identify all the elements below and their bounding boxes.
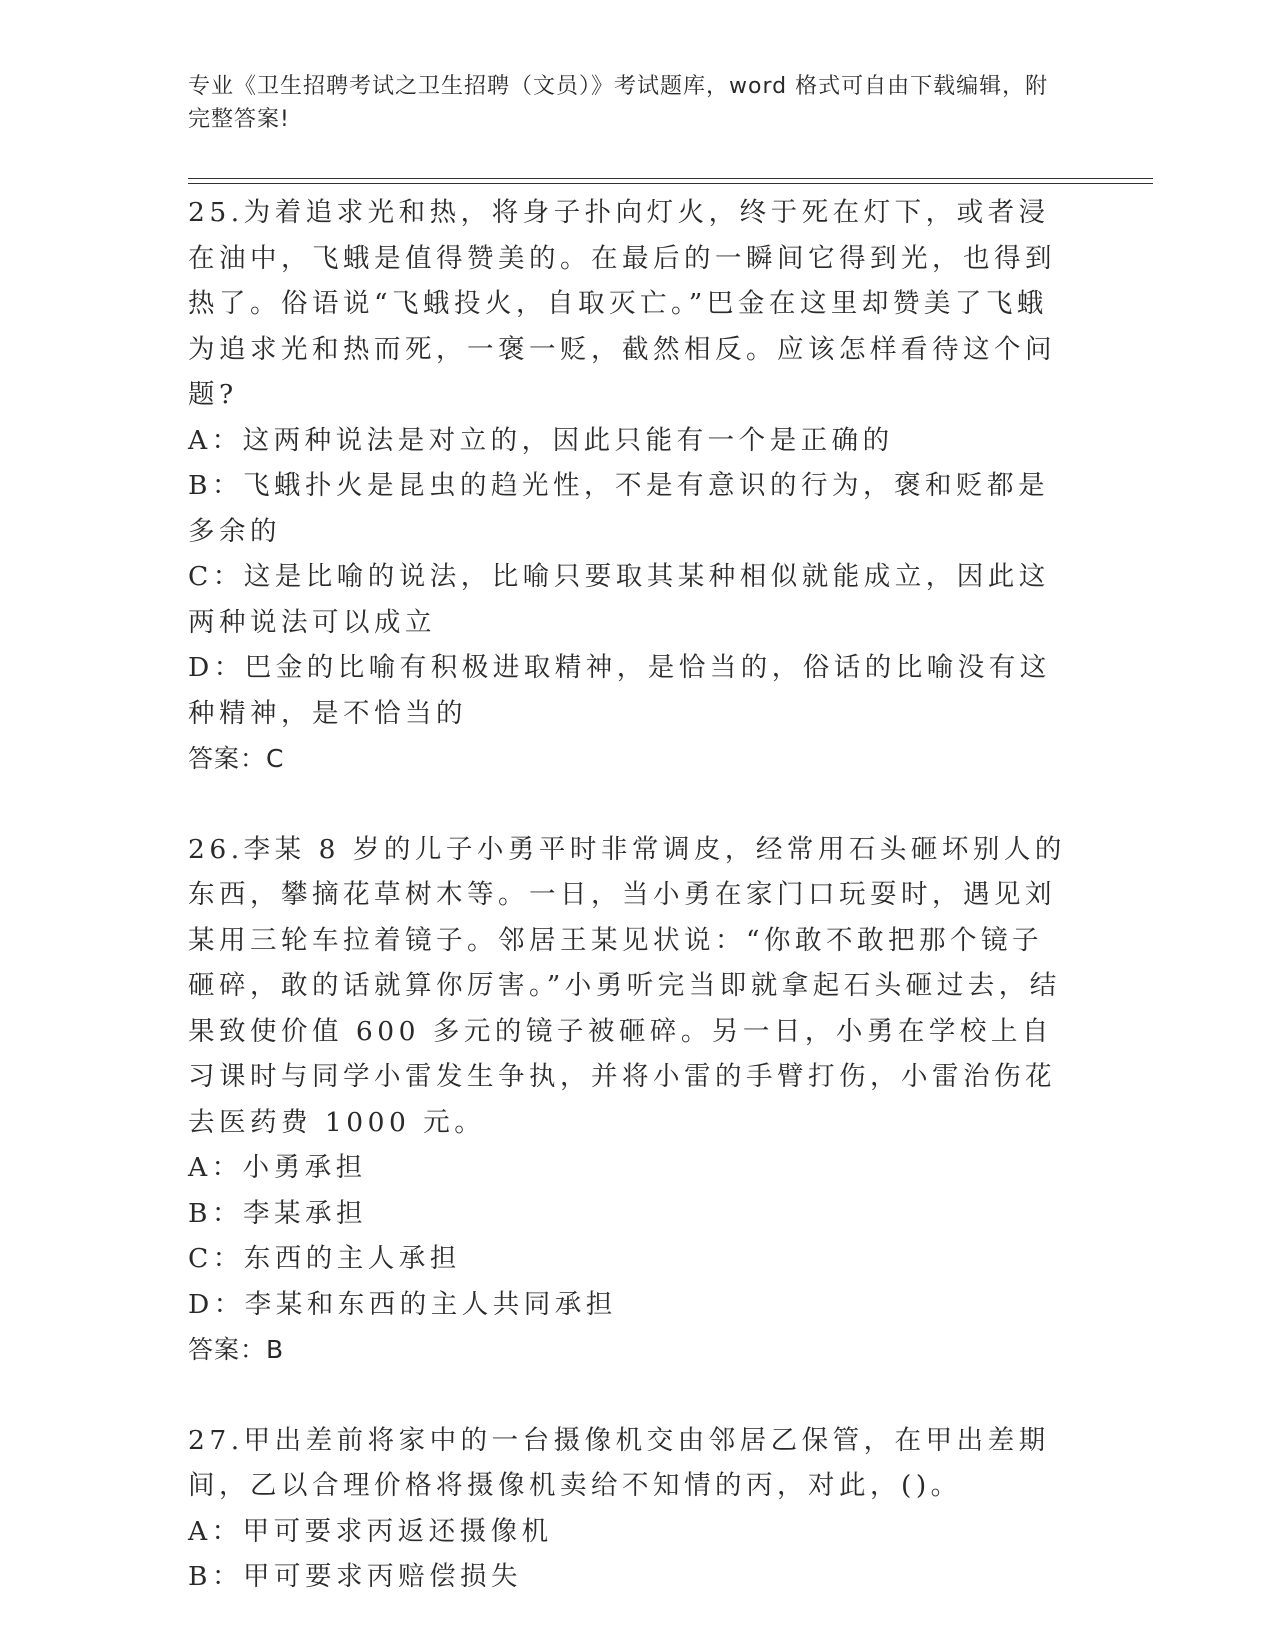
option-b: B：甲可要求丙赔偿损失 xyxy=(188,1561,522,1592)
option-a: A：甲可要求丙返还摄像机 xyxy=(188,1515,553,1547)
question-stem: 27.甲出差前将家中的一台摄像机交由邻居乙保管，在甲出差期间，乙以合理价格将摄像机卖给不知情的丙，对此，()。 xyxy=(188,1424,1050,1501)
header-intro: 专业《卫生招聘考试之卫生招聘（文员）》考试题库，word 格式可自由下载编辑，附完整答案! xyxy=(188,74,1049,132)
option-a: A：小勇承担 xyxy=(188,1152,367,1183)
document-header xyxy=(188,70,1068,136)
option-c: C：这是比喻的说法，比喻只要取其某种相似就能成立，因此这两种说法可以成立 xyxy=(188,561,1050,638)
question-26 xyxy=(188,827,1068,1373)
question-25 xyxy=(188,190,1068,782)
option-d: D：巴金的比喻有积极进取精神，是恰当的，俗话的比喻没有这种精神，是不恰当的 xyxy=(188,652,1051,729)
option-b: B：李某承担 xyxy=(188,1197,367,1229)
option-a: A：这两种说法是对立的，因此只能有一个是正确的 xyxy=(188,424,894,456)
question-27 xyxy=(188,1418,1068,1600)
answer-label: 答案：B xyxy=(188,1335,285,1364)
header-divider-top xyxy=(188,178,1153,179)
question-stem: 26.李某 8 岁的儿子小勇平时非常调皮，经常用石头砸坏别人的东西，攀摘花草树木等。一日，当小勇在家门口玩耍时，遇见刘某用三轮车拉着镜子。邻居王某见状说：“你敢不敢把那个镜子砸碎，敢的话就算你厉害。”小勇听完当即就拿起石头砸过去，结果致使价值 600 多元的镜子被砸碎。另一日，小勇在学校上自习课时与同学小雷发生争执，并将小雷的手臂打伤，小雷治伤花去医药费 1000 元。 xyxy=(188,833,1066,1138)
header-divider-bottom xyxy=(188,183,1153,184)
question-stem: 25.为着追求光和热，将身子扑向灯火，终于死在灯下，或者浸在油中，飞蛾是值得赞美的。在最后的一瞬间它得到光，也得到热了。俗语说“飞蛾投火，自取灭亡。”巴金在这里却赞美了飞蛾为追求光和热而死，一褒一贬，截然相反。应该怎样看待这个问题? xyxy=(188,197,1056,410)
option-d: D：李某和东西的主人共同承担 xyxy=(188,1288,617,1320)
question-list xyxy=(188,190,1068,1645)
option-b: B：飞蛾扑火是昆虫的趋光性，不是有意识的行为，褒和贬都是多余的 xyxy=(188,470,1049,547)
answer-label: 答案：C xyxy=(188,744,285,773)
option-c: C：东西的主人承担 xyxy=(188,1243,461,1274)
